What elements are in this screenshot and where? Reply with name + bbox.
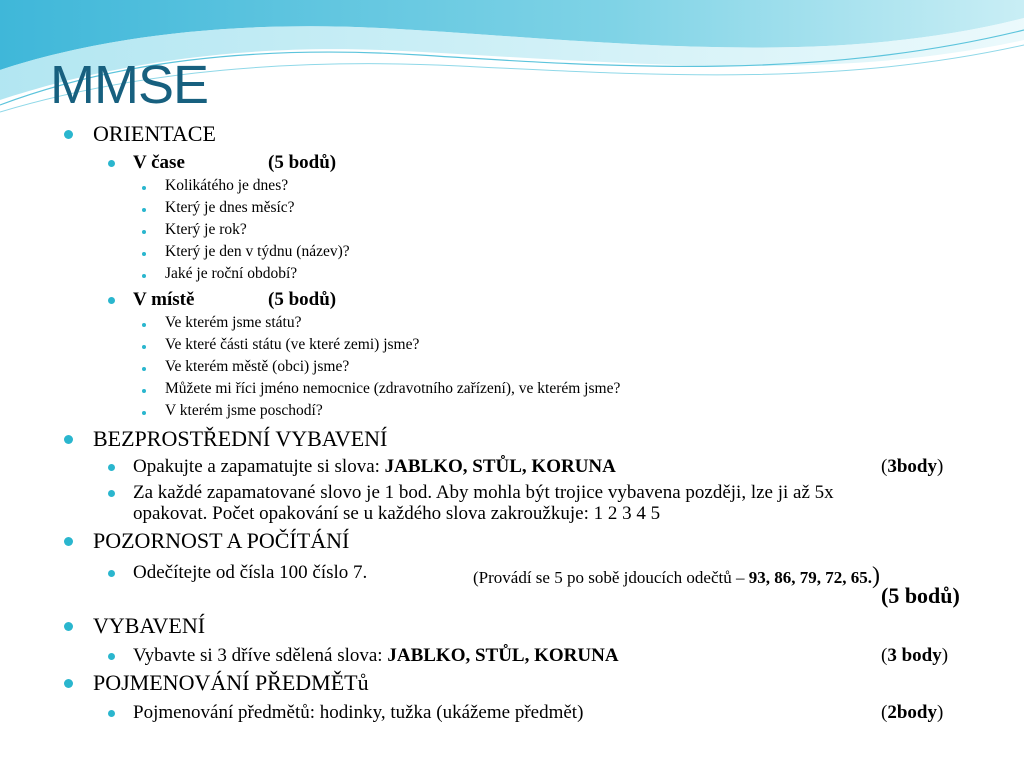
list-item: Kolikátého je dnes? (165, 177, 289, 194)
points-pojmenovani (881, 702, 943, 724)
list-item: Můžete mi říci jméno nemocnice (zdravotního zařízení), ve kterém jsme? (165, 380, 621, 397)
bullet-icon (64, 130, 73, 139)
paren: ) (936, 702, 944, 723)
item-text: Opakujte a zapamatujte si slova: (133, 456, 385, 477)
points-v-case: (5 bodů) (268, 152, 337, 173)
item-pojmenovani: Pojmenování předmětů: hodinky, tužka (ukážeme předmět) (133, 702, 584, 723)
item-odecitejte: Odečítejte od čísla 100 číslo 7. (133, 562, 368, 583)
points-v-miste: (5 bodů) (268, 289, 337, 310)
pozornost-note (473, 563, 880, 590)
note-numbers: 93, 86, 79, 72, 65. (748, 568, 872, 587)
item-words: JABLKO, STŮL, KORUNA (387, 645, 619, 666)
bullet-icon (142, 345, 146, 349)
section-heading-bezprostredni: BEZPROSTŘEDNÍ VYBAVENÍ (93, 426, 388, 451)
paren: ) (936, 456, 944, 477)
bullet-icon (108, 160, 115, 167)
item-opakujte (133, 456, 616, 478)
paren: ( (881, 645, 888, 666)
list-item: Ve kterém městě (obci) jsme? (165, 358, 350, 375)
section-heading-pozornost: POZORNOST A POČÍTÁNÍ (93, 528, 350, 553)
bullet-icon (142, 323, 146, 327)
section-heading-orientace: ORIENTACE (93, 121, 216, 146)
bullet-icon (64, 537, 73, 546)
bullet-icon (108, 490, 115, 497)
bullet-icon (108, 710, 115, 717)
bullet-icon (108, 464, 115, 471)
item-vybavte (133, 645, 619, 667)
list-item: Který je dnes měsíc? (165, 199, 295, 216)
bullet-icon (142, 208, 146, 212)
points-bezprostredni (881, 456, 943, 478)
bullet-icon (108, 570, 115, 577)
note-text: (Provádí se 5 po sobě jdoucích odečtů – (473, 568, 749, 587)
section-heading-pojmenovani: POJMENOVÁNÍ PŘEDMĚTů (93, 670, 369, 695)
subheading-v-miste: V místě (133, 289, 195, 310)
paren: ( (881, 702, 888, 723)
list-item: Ve které části státu (ve které zemi) jsme? (165, 336, 420, 353)
bullet-icon (142, 230, 146, 234)
points-pozornost: (5 bodů) (881, 583, 960, 608)
bullet-icon (142, 252, 146, 256)
points-value: 3 body (887, 645, 942, 666)
points-vybaveni (881, 645, 948, 667)
list-item: Ve kterém jsme státu? (165, 314, 302, 331)
item-words: JABLKO, STŮL, KORUNA (384, 456, 616, 477)
list-item: Který je rok? (165, 221, 247, 238)
item-za-kazde-line1: Za každé zapamatované slovo je 1 bod. Aby mohla být trojice vybavena později, lze ji až 5x (133, 482, 834, 503)
bullet-icon (142, 367, 146, 371)
item-text: Vybavte si 3 dříve sdělená slova: (133, 645, 388, 666)
bullet-icon (142, 389, 146, 393)
list-item: V kterém jsme poschodí? (165, 402, 323, 419)
page-title: MMSE (50, 55, 208, 115)
list-item: Jaké je roční období? (165, 265, 298, 282)
subheading-v-case: V čase (133, 152, 185, 173)
bullet-icon (64, 622, 73, 631)
list-item: Který je den v týdnu (název)? (165, 243, 350, 260)
paren: ( (881, 456, 888, 477)
section-heading-vybaveni: VYBAVENÍ (93, 613, 206, 638)
bullet-icon (64, 679, 73, 688)
points-value: 2body (887, 702, 937, 723)
bullet-icon (64, 435, 73, 444)
bullet-icon (108, 653, 115, 660)
paren: ) (871, 563, 880, 589)
item-za-kazde-line2: opakovat. Počet opakování se u každého slova zakroužkuje: 1 2 3 4 5 (133, 503, 661, 524)
bullet-icon (142, 411, 146, 415)
bullet-icon (142, 186, 146, 190)
points-value: 3body (887, 456, 937, 477)
paren: ) (941, 645, 949, 666)
bullet-icon (108, 297, 115, 304)
bullet-icon (142, 274, 146, 278)
